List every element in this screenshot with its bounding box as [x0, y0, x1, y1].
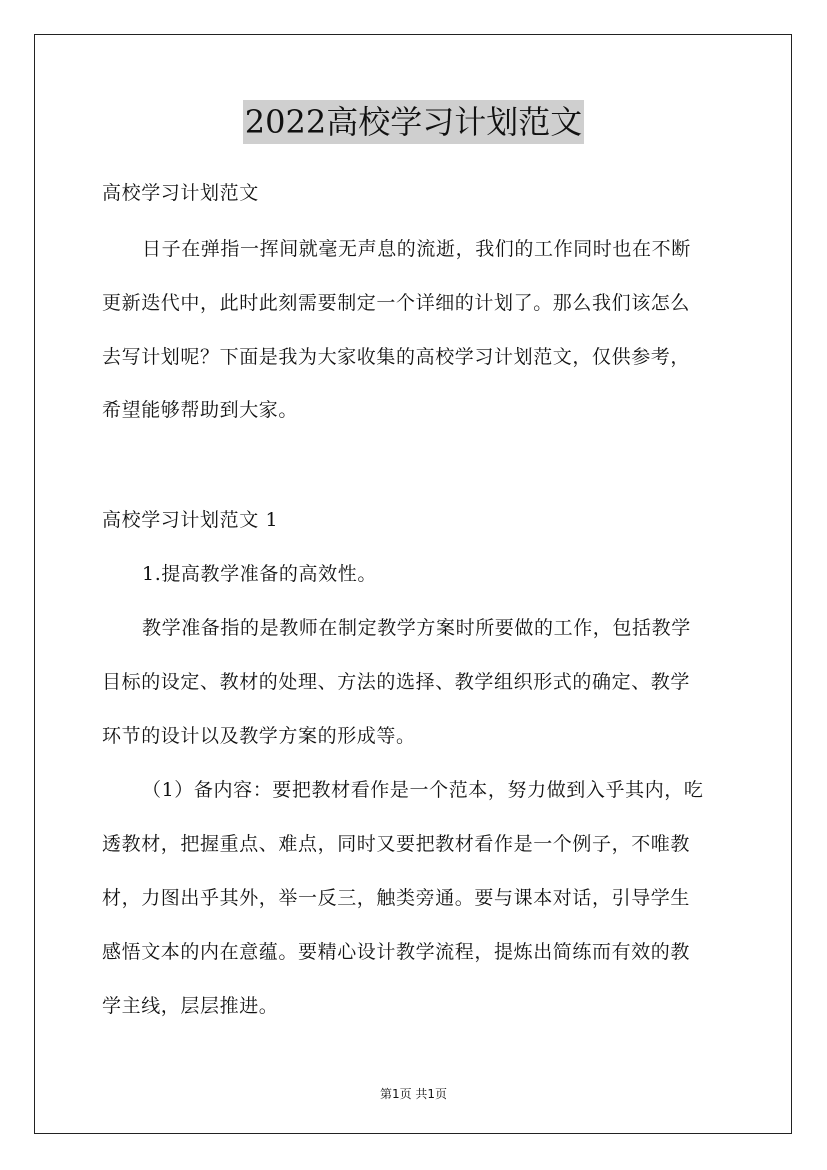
point-heading: 1.提高教学准备的高效性。 [142, 563, 377, 585]
title-container [0, 100, 827, 144]
paragraph-line: 感悟文本的内在意蕴。要精心设计教学流程，提炼出简练而有效的教 [102, 941, 691, 963]
document-title: 2022高校学习计划范文 [243, 100, 584, 144]
section-heading: 高校学习计划范文 1 [102, 509, 279, 531]
intro-line: 日子在弹指一挥间就毫无声息的流逝，我们的工作同时也在不断 [142, 238, 691, 260]
paragraph-line: 材，力图出乎其外，举一反三，触类旁通。要与课本对话，引导学生 [102, 887, 691, 909]
paragraph-line: 教学准备指的是教师在制定教学方案时所要做的工作，包括教学 [142, 617, 691, 639]
intro-line: 希望能够帮助到大家。 [102, 399, 299, 421]
paragraph-line: （1）备内容：要把教材看作是一个范本，努力做到入乎其内，吃 [142, 779, 704, 801]
paragraph-line: 环节的设计以及教学方案的形成等。 [102, 725, 416, 747]
paragraph-line: 学主线，层层推进。 [102, 995, 279, 1017]
intro-line: 去写计划呢？下面是我为大家收集的高校学习计划范文，仅供参考， [102, 346, 691, 368]
paragraph-line: 目标的设定、教材的处理、方法的选择、教学组织形式的确定、教学 [102, 671, 691, 693]
document-subtitle: 高校学习计划范文 [102, 182, 259, 204]
intro-line: 更新迭代中，此时此刻需要制定一个详细的计划了。那么我们该怎么 [102, 292, 691, 314]
page-footer: 第1页 共1页 [379, 1087, 448, 1101]
paragraph-line: 透教材，把握重点、难点，同时又要把教材看作是一个例子，不唯教 [102, 833, 691, 855]
